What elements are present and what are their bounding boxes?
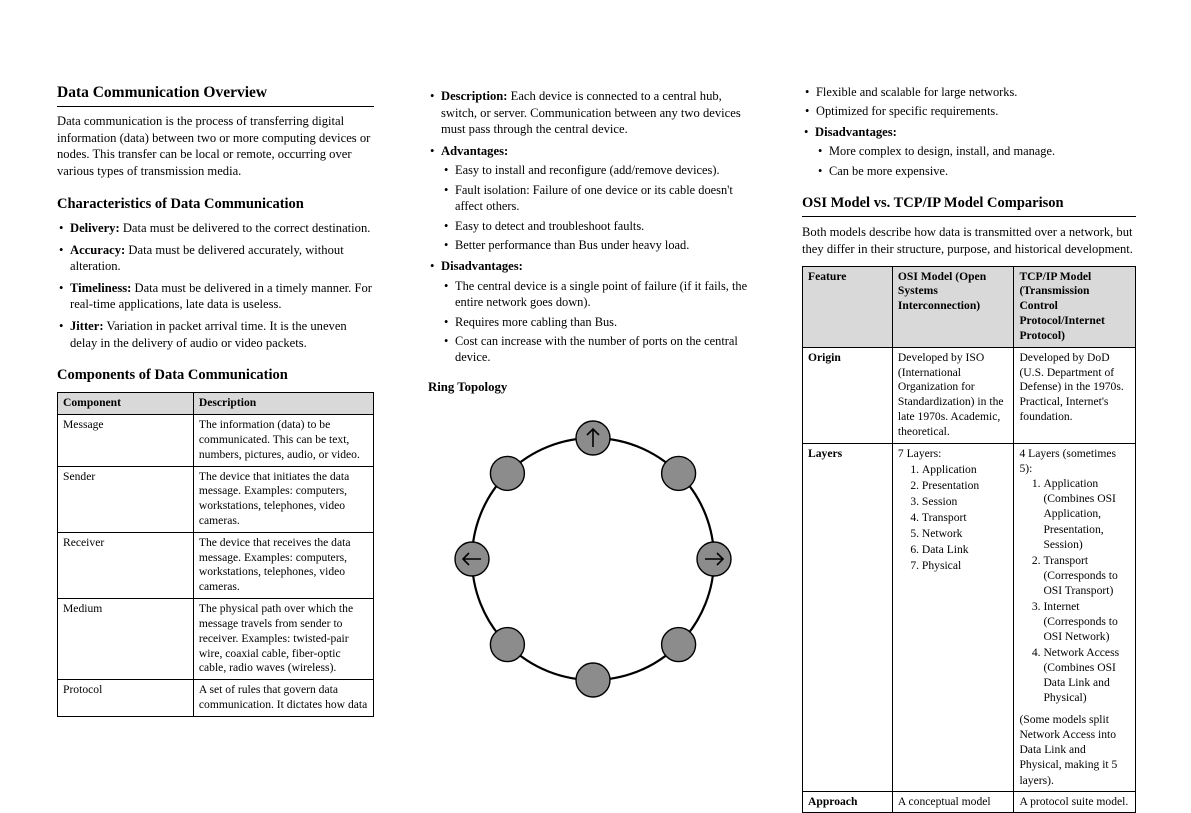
list-item: 5. Network (922, 526, 1009, 541)
cell-description: The device that initiates the data message. Examples: computers, workstations, telephones, video cameras. (193, 466, 373, 532)
cell-component: Medium (58, 599, 194, 680)
list-item: 4. Network Access (Combines OSI Data Link and Physical) (1043, 645, 1130, 705)
list-item (57, 242, 374, 275)
cell-tcpip: Developed by DoD (U.S. Department of Defense) in the 1970s. Practical, Internet's foundation. (1014, 347, 1136, 443)
page-title: Data Communication Overview (57, 84, 374, 107)
item-text: Each device is connected to a central hub, switch, or server. Communication between any two devices must pass through the central device. (441, 89, 741, 137)
ring-node-top (576, 421, 610, 455)
list-item: 1. Application (Combines OSI Application, Presentation, Session) (1043, 476, 1130, 551)
column-header-feature: Feature (803, 266, 893, 347)
column-header-component: Component (58, 393, 194, 415)
list-item: • Easy to detect and troubleshoot faults. (441, 218, 756, 234)
list-item: • Can be more expensive. (815, 163, 1136, 179)
cell-feature: Origin (803, 347, 893, 443)
list-item (57, 220, 374, 237)
column-header-osi: OSI Model (Open Systems Interconnection) (892, 266, 1014, 347)
osi-intro-paragraph: Both models describe how data is transmitted over a network, but they differ in their structure, purpose, and historical development. (802, 225, 1133, 256)
cell-osi: Developed by ISO (International Organization for Standardization) in the late 1970s. Academic, theoretical. (892, 347, 1014, 443)
column-left (0, 84, 400, 813)
cell-description: The physical path over which the message travels from sender to receiver. Examples: twisted-pair wire, coaxial cable, fiber-optic cable, radio waves (wireless). (193, 599, 373, 680)
item-text: Data must be delivered accurately, without alteration. (70, 242, 344, 274)
ring-topology-title: Ring Topology (428, 379, 508, 394)
column-header-tcpip: TCP/IP Model (Transmission Control Protocol/Internet Protocol) (1014, 266, 1136, 347)
ring-node-bottom-right (662, 627, 696, 661)
list-item: 2. Presentation (922, 478, 1009, 493)
table-row (58, 466, 374, 532)
list-item: 4. Transport (922, 510, 1009, 525)
list-item: • The central device is a single point of failure (if it fails, the entire network goes down). (441, 278, 756, 311)
advantages-list (441, 162, 756, 253)
list-item: • Fault isolation: Failure of one device or its cable doesn't affect others. (441, 182, 756, 215)
item-label: Advantages: (441, 143, 509, 158)
cell-component: Protocol (58, 680, 194, 717)
section-osi-title: OSI Model vs. TCP/IP Model Comparison (802, 195, 1136, 217)
ring-node-top-right (662, 456, 696, 490)
item-text: Data must be delivered to the correct destination. (122, 220, 371, 235)
cell-feature: Approach (803, 791, 893, 813)
list-item: 6. Data Link (922, 542, 1009, 557)
table-row (58, 680, 374, 717)
cell-component: Sender (58, 466, 194, 532)
item-label: Accuracy: (70, 242, 126, 257)
section-characteristics-title: Characteristics of Data Communication (57, 195, 304, 212)
table-row (803, 791, 1136, 813)
list-item: • Cost can increase with the number of ports on the central device. (441, 333, 756, 366)
list-item (428, 143, 756, 253)
cell-description: The information (data) to be communicated. This can be text, numbers, pictures, audio, or video. (193, 415, 373, 466)
characteristics-list (57, 220, 374, 351)
list-item: • Flexible and scalable for large networks. (802, 84, 1136, 100)
list-item: • Optimized for specific requirements. (802, 103, 1136, 119)
column-header-description: Description (193, 393, 373, 415)
ring-diagram-svg (428, 401, 758, 701)
cell-description: The device that receives the data message. Examples: computers, workstations, telephones, video cameras. (193, 532, 373, 598)
list-item: 3. Internet (Corresponds to OSI Network) (1043, 599, 1130, 644)
cell-tcpip (1014, 443, 1136, 791)
list-item (57, 280, 374, 313)
osi-comparison-table (802, 266, 1136, 813)
osi-layers-heading: 7 Layers: (897, 446, 942, 460)
ring-topology-diagram (428, 401, 758, 701)
ring-node-top-left (490, 456, 524, 490)
table-row (58, 599, 374, 680)
table-row (803, 443, 1136, 791)
osi-layers-list (912, 462, 1009, 573)
item-text: Data must be delivered in a timely manner. For real-time applications, late data is useless. (70, 280, 372, 312)
ring-node-bottom-left (490, 627, 524, 661)
list-item: • More complex to design, install, and manage. (815, 143, 1136, 159)
table-row (803, 347, 1136, 443)
table-row (58, 415, 374, 466)
cell-feature: Layers (803, 443, 893, 791)
components-table (57, 392, 374, 717)
cell-description: A set of rules that govern data communication. It dictates how data (193, 680, 373, 717)
item-label: Description: (441, 89, 508, 103)
star-topology-list (428, 88, 756, 366)
cell-tcpip: A protocol suite model. (1014, 791, 1136, 813)
tcpip-layers-list (1033, 476, 1130, 705)
list-item (428, 258, 756, 365)
table-header-row (58, 393, 374, 415)
top-points-list (802, 84, 1136, 120)
table-row (58, 532, 374, 598)
item-label: Delivery: (70, 220, 120, 235)
cell-component: Message (58, 415, 194, 466)
section-components-title: Components of Data Communication (57, 367, 288, 384)
item-label: Disadvantages: (441, 259, 523, 274)
item-label: Disadvantages: (815, 124, 897, 139)
tcpip-layers-note: (Some models split Network Access into Data Link and Physical, making it 5 layers). (1019, 713, 1118, 787)
tcpip-layers-heading: 4 Layers (sometimes 5): (1019, 446, 1117, 475)
intro-paragraph: Data communication is the process of transferring digital information (data) between two or more computing devices or nodes. This transfer can be local or remote, occurring over various types of transmission media. (57, 114, 371, 179)
disadvantages-list (441, 278, 756, 366)
item-label: Jitter: (70, 318, 104, 333)
item-text: Variation in packet arrival time. It is the uneven delay in the delivery of audio or video packets. (70, 318, 347, 350)
list-item: • Better performance than Bus under heavy load. (441, 237, 756, 253)
list-item (428, 88, 756, 138)
list-item (802, 124, 1136, 179)
ring-node-left (455, 542, 489, 576)
table-header-row (803, 266, 1136, 347)
list-item: 1. Application (922, 462, 1009, 477)
list-item (57, 318, 374, 351)
cell-osi: A conceptual model (892, 791, 1014, 813)
item-label: Timeliness: (70, 280, 132, 295)
ring-node-bottom (576, 663, 610, 697)
column-right (780, 84, 1191, 813)
cell-osi (892, 443, 1014, 791)
list-item: 3. Session (922, 494, 1009, 509)
list-item: 2. Transport (Corresponds to OSI Transport) (1043, 553, 1130, 598)
list-item: • Requires more cabling than Bus. (441, 314, 756, 330)
ring-node-right (697, 542, 731, 576)
disadvantages-block (802, 124, 1136, 179)
column-middle (400, 84, 780, 813)
cell-component: Receiver (58, 532, 194, 598)
disadvantages-list (815, 143, 1136, 179)
list-item: • Easy to install and reconfigure (add/remove devices). (441, 162, 756, 178)
list-item: 7. Physical (922, 558, 1009, 573)
